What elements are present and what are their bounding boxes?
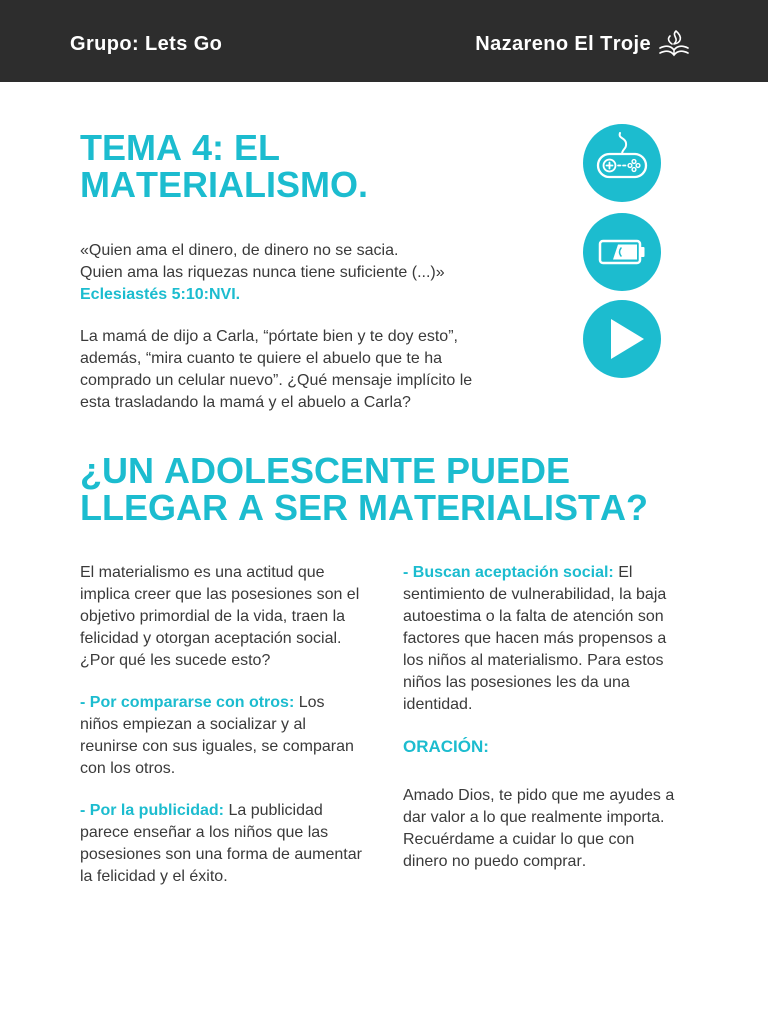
gamepad-icon-circle [583, 124, 661, 202]
battery-icon [583, 213, 661, 291]
brand [475, 28, 690, 60]
play-icon [583, 300, 661, 378]
group-name: Lets Go [145, 33, 223, 55]
bible-quote [80, 240, 490, 306]
group-title [70, 32, 222, 56]
quote-line: «Quien ama el dinero, de dinero no se sacia. [80, 242, 399, 259]
left-column [80, 562, 365, 908]
section-title [80, 452, 648, 526]
topic-title [80, 129, 368, 203]
point-text: La publicidad parece enseñar a los niños que las posesiones son una forma de aumentar la felicidad y el éxito. [80, 802, 362, 885]
definition-paragraph: El materialismo es una actitud que implica creer que las posesiones son el objetivo primordial de la vida, traen la felicidad y otorgan aceptación social. ¿Por qué les sucede esto? [80, 564, 360, 669]
point-paragraph [80, 800, 365, 888]
title-line: TEMA 4: EL [80, 127, 281, 168]
prayer-text: Amado Dios, te pido que me ayudes a dar valor a lo que realmente importa. Recuérdame a cuidar lo que con dinero no puedo comprar. [403, 787, 675, 870]
gamepad-icon [583, 124, 661, 202]
right-column [403, 562, 679, 893]
play-icon-circle [583, 300, 661, 378]
point-text: El sentimiento de vulnerabilidad, la baja autoestima o la falta de atención son factores que hacen más propensos a los niños al materialismo. Para estos niños las posesiones les da una identidad. [403, 564, 667, 713]
quote-line: Quien ama las riquezas nunca tiene suficiente (...)» [80, 264, 445, 281]
flame-book-logo-icon [658, 29, 690, 59]
point-lead: - Por compararse con otros: [80, 694, 295, 711]
point-lead: - Buscan aceptación social: [403, 564, 614, 581]
title-line: LLEGAR A SER MATERIALISTA? [80, 487, 648, 528]
intro-paragraph: La mamá de dijo a Carla, “pórtate bien y te doy esto”, además, “mira cuanto te quiere el abuelo que te ha comprado un celular nuevo”. ¿Qué mensaje implícito le esta trasladando la mamá y el abuelo a Carla? [80, 328, 473, 411]
prayer-heading: ORACIÓN: [403, 737, 489, 756]
title-line: MATERIALISMO. [80, 164, 368, 205]
quote-citation: Eclesiastés 5:10:NVI. [80, 286, 241, 303]
point-paragraph [403, 562, 679, 716]
point-text: Los niños empiezan a socializar y al reunirse con sus iguales, se comparan con los otros. [80, 694, 354, 777]
title-line: ¿UN ADOLESCENTE PUEDE [80, 450, 571, 491]
battery-icon-circle [583, 213, 661, 291]
brand-name: Nazareno El Troje [475, 33, 651, 55]
point-paragraph [80, 692, 365, 780]
group-label: Grupo: [70, 33, 140, 55]
point-lead: - Por la publicidad: [80, 802, 225, 819]
header-bar [0, 0, 768, 82]
